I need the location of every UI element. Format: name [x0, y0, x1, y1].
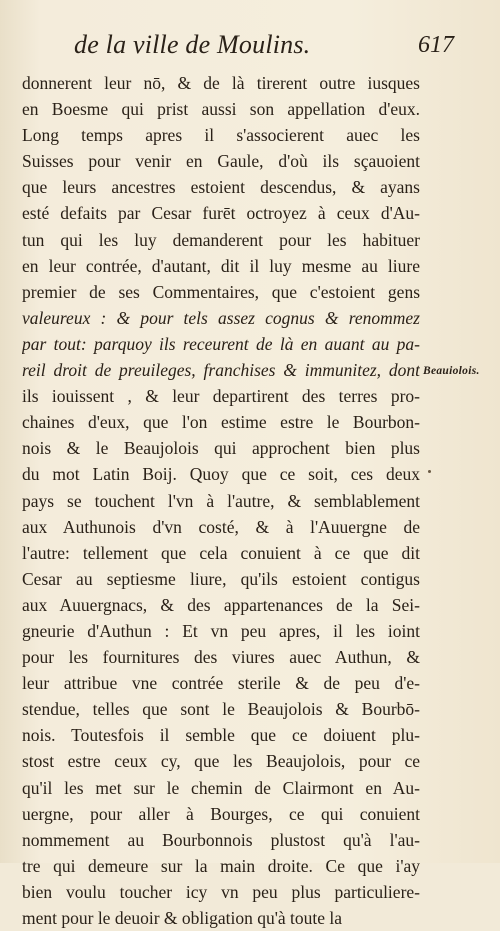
- text-line: ils iouissent , & leur departirent des terres pro-: [22, 386, 420, 407]
- text-line: uergne, pour aller à Bourges, ce qui conuient: [22, 803, 420, 824]
- text-line: en Boesme qui prist aussi son appellation d'eux.: [22, 99, 420, 120]
- ink-speck: [428, 470, 431, 473]
- text-line: valeureux : & pour tels assez cognus & renommez: [22, 307, 420, 328]
- margin-note: Beauiolois.: [423, 365, 480, 377]
- text-line: du mot Latin Boij. Quoy que ce soit, ces deux: [22, 464, 420, 485]
- text-line: qu'il les met sur le chemin de Clairmont en Au-: [22, 777, 420, 798]
- text-line: bien voulu toucher icy vn peu plus particuliere-: [22, 881, 420, 902]
- text-line: tre qui demeure sur la main droite. Ce que i'ay: [22, 855, 420, 876]
- text-line: Long temps apres il s'associerent auec les: [22, 125, 420, 146]
- body-text: [22, 70, 420, 931]
- text-line: nois. Toutesfois il semble que ce doiuent plu-: [22, 725, 420, 746]
- text-line: nommement au Bourbonnois plustost qu'à l'au-: [22, 829, 420, 850]
- text-line: premier de ses Commentaires, que c'estoient gens: [22, 281, 420, 302]
- page-number: 617: [418, 32, 454, 58]
- text-line: stost estre ceux cy, que les Beaujolois, pour ce: [22, 751, 420, 772]
- text-line: aux Auuergnacs, & des appartenances de la Sei-: [22, 594, 420, 615]
- text-line: tun qui les luy demanderent pour les habituer: [22, 229, 420, 250]
- text-line: donnerent leur nō, & de là tirerent outre iusques: [22, 73, 420, 93]
- text-line: par tout: parquoy ils receurent de là en auant au pa-: [22, 333, 420, 354]
- text-line: esté defaits par Cesar furēt octroyez à ceux d'Au-: [22, 203, 420, 224]
- text-line: l'autre: tellement que cela conuient à ce que dit: [22, 542, 420, 563]
- page-header: [74, 22, 454, 58]
- text-line: leur attribue vne contrée sterile & de peu d'e-: [22, 673, 420, 694]
- text-line: stendue, telles que sont le Beaujolois & Bourbō-: [22, 699, 420, 720]
- text-line: nois & le Beaujolois qui approchent bien plus: [22, 438, 420, 459]
- text-line: Cesar au septiesme liure, qu'ils estoient contigus: [22, 568, 420, 589]
- text-line: aux Authunois d'vn costé, & à l'Auuergne de: [22, 516, 420, 537]
- text-line: chaines d'eux, que l'on estime estre le Bourbon-: [22, 412, 420, 433]
- text-line: gneurie d'Authun : Et vn peu apres, il les ioint: [22, 620, 420, 641]
- text-line: pays se touchent l'vn à l'autre, & semblablement: [22, 490, 420, 511]
- running-head: de la ville de Moulins.: [74, 30, 311, 59]
- text-line: Suisses pour venir en Gaule, d'où ils sçauoient: [22, 151, 420, 172]
- text-line: pour les fournitures des viures auec Authun, &: [22, 647, 420, 668]
- text-line: que leurs ancestres estoient descendus, & ayans: [22, 177, 420, 198]
- text-line: reil droit de preuileges, franchises & immunitez, dont: [22, 360, 420, 381]
- text-line: en leur contrée, d'autant, dit il luy mesme au liure: [22, 255, 420, 276]
- text-line: ment pour le deuoir & obligation qu'à toute la: [22, 908, 343, 928]
